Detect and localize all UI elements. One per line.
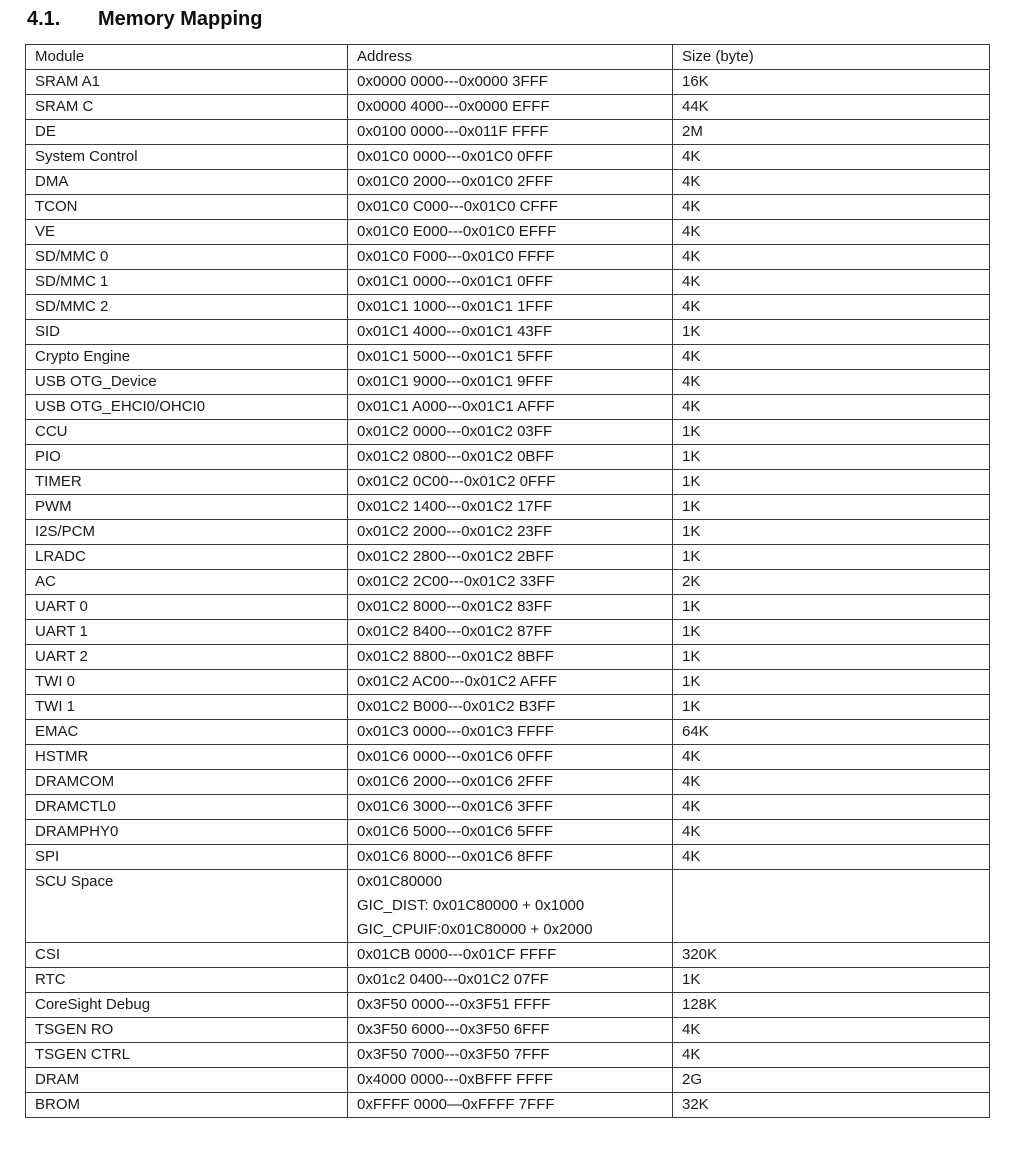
module-cell: AC — [26, 570, 348, 595]
address-line: 0x01C0 E000---0x01C0 EFFF — [357, 223, 557, 240]
header-row — [26, 45, 990, 70]
address-cell — [348, 820, 673, 845]
table-row — [26, 770, 990, 795]
address-line: 0x01C80000 — [357, 873, 443, 890]
address-cell — [348, 370, 673, 395]
size-cell: 32K — [673, 1093, 990, 1118]
module-cell: SRAM A1 — [26, 70, 348, 95]
address-line: 0x01C2 B000---0x01C2 B3FF — [357, 698, 556, 715]
address-line: 0x01C2 0C00---0x01C2 0FFF — [357, 473, 556, 490]
address-cell — [348, 520, 673, 545]
size-cell: 1K — [673, 545, 990, 570]
address-cell — [348, 420, 673, 445]
address-cell — [348, 870, 673, 943]
module-cell: UART 2 — [26, 645, 348, 670]
address-line: 0x01C2 2800---0x01C2 2BFF — [357, 548, 554, 565]
table-row — [26, 70, 990, 95]
module-cell: SPI — [26, 845, 348, 870]
module-cell: DRAMCTL0 — [26, 795, 348, 820]
size-cell: 320K — [673, 943, 990, 968]
size-cell: 1K — [673, 320, 990, 345]
module-cell: DE — [26, 120, 348, 145]
address-cell — [348, 1068, 673, 1093]
address-line: 0xFFFF 0000—0xFFFF 7FFF — [357, 1096, 555, 1113]
size-cell: 4K — [673, 170, 990, 195]
address-line: 0x01C6 2000---0x01C6 2FFF — [357, 773, 553, 790]
module-cell: DRAMPHY0 — [26, 820, 348, 845]
size-cell: 128K — [673, 993, 990, 1018]
address-line: 0x0100 0000---0x011F FFFF — [357, 123, 549, 140]
address-cell — [348, 220, 673, 245]
table-row — [26, 145, 990, 170]
size-cell — [673, 870, 990, 943]
module-cell: SD/MMC 2 — [26, 295, 348, 320]
table-row — [26, 993, 990, 1018]
size-cell: 64K — [673, 720, 990, 745]
module-cell: HSTMR — [26, 745, 348, 770]
address-line: 0x01C2 0000---0x01C2 03FF — [357, 423, 553, 440]
address-cell — [348, 445, 673, 470]
address-cell — [348, 195, 673, 220]
address-cell — [348, 695, 673, 720]
size-cell: 1K — [673, 520, 990, 545]
address-line: 0x01CB 0000---0x01CF FFFF — [357, 946, 557, 963]
size-cell: 4K — [673, 1043, 990, 1068]
address-cell — [348, 345, 673, 370]
address-cell — [348, 845, 673, 870]
size-cell: 4K — [673, 220, 990, 245]
size-cell: 1K — [673, 620, 990, 645]
address-cell — [348, 993, 673, 1018]
size-cell: 1K — [673, 495, 990, 520]
address-line: 0x01C2 8000---0x01C2 83FF — [357, 598, 553, 615]
size-cell: 4K — [673, 295, 990, 320]
address-line: 0x0000 0000---0x0000 3FFF — [357, 73, 548, 90]
module-cell: SD/MMC 1 — [26, 270, 348, 295]
table-row — [26, 120, 990, 145]
size-cell: 4K — [673, 245, 990, 270]
memory-mapping-table — [25, 44, 990, 1118]
address-cell — [348, 320, 673, 345]
table-row — [26, 1043, 990, 1068]
address-cell — [348, 295, 673, 320]
column-header: Address — [348, 45, 673, 70]
size-cell: 1K — [673, 968, 990, 993]
column-header: Module — [26, 45, 348, 70]
module-cell: DRAM — [26, 1068, 348, 1093]
size-cell: 4K — [673, 195, 990, 220]
address-cell — [348, 395, 673, 420]
address-cell — [348, 645, 673, 670]
table-row — [26, 820, 990, 845]
size-cell: 4K — [673, 745, 990, 770]
module-cell: DMA — [26, 170, 348, 195]
table-row — [26, 270, 990, 295]
module-cell: PWM — [26, 495, 348, 520]
address-line: 0x3F50 6000---0x3F50 6FFF — [357, 1021, 550, 1038]
size-cell: 4K — [673, 270, 990, 295]
address-cell — [348, 70, 673, 95]
size-cell: 4K — [673, 795, 990, 820]
module-cell: PIO — [26, 445, 348, 470]
address-line: 0x3F50 0000---0x3F51 FFFF — [357, 996, 551, 1013]
table-row — [26, 845, 990, 870]
module-cell: SD/MMC 0 — [26, 245, 348, 270]
size-cell: 4K — [673, 1018, 990, 1043]
table-row — [26, 943, 990, 968]
address-cell — [348, 943, 673, 968]
address-cell — [348, 120, 673, 145]
column-header: Size (byte) — [673, 45, 990, 70]
table-row — [26, 968, 990, 993]
address-line: 0x01C2 8400---0x01C2 87FF — [357, 623, 553, 640]
address-cell — [348, 595, 673, 620]
address-line: 0x01C2 AC00---0x01C2 AFFF — [357, 673, 558, 690]
table-row — [26, 445, 990, 470]
address-line: 0x01C3 0000---0x01C3 FFFF — [357, 723, 554, 740]
address-line: 0x4000 0000---0xBFFF FFFF — [357, 1071, 553, 1088]
address-cell — [348, 770, 673, 795]
table-row — [26, 245, 990, 270]
address-cell — [348, 745, 673, 770]
address-cell — [348, 145, 673, 170]
address-line: 0x0000 4000---0x0000 EFFF — [357, 98, 550, 115]
module-cell: DRAMCOM — [26, 770, 348, 795]
module-cell: CoreSight Debug — [26, 993, 348, 1018]
size-cell: 4K — [673, 145, 990, 170]
address-cell — [348, 1043, 673, 1068]
address-line: GIC_CPUIF:0x01C80000 + 0x2000 — [357, 921, 593, 938]
table-row — [26, 1018, 990, 1043]
table-row — [26, 170, 990, 195]
size-cell: 1K — [673, 470, 990, 495]
size-cell: 1K — [673, 645, 990, 670]
address-line: 0x01C1 9000---0x01C1 9FFF — [357, 373, 553, 390]
address-cell — [348, 720, 673, 745]
address-line: 0x01C2 1400---0x01C2 17FF — [357, 498, 553, 515]
address-line: 0x01C0 C000---0x01C0 CFFF — [357, 198, 558, 215]
table-header — [26, 45, 990, 70]
section-number: 4.1. — [27, 8, 61, 30]
address-line: 0x01c2 0400---0x01C2 07FF — [357, 971, 549, 988]
table-body — [26, 70, 990, 1118]
address-cell — [348, 795, 673, 820]
address-cell — [348, 670, 673, 695]
size-cell: 2M — [673, 120, 990, 145]
address-line: 0x01C6 3000---0x01C6 3FFF — [357, 798, 553, 815]
table-row — [26, 345, 990, 370]
table-row — [26, 870, 990, 943]
module-cell: UART 1 — [26, 620, 348, 645]
address-line: 0x01C2 2000---0x01C2 23FF — [357, 523, 553, 540]
address-cell — [348, 170, 673, 195]
module-cell: UART 0 — [26, 595, 348, 620]
size-cell: 1K — [673, 670, 990, 695]
table-row — [26, 320, 990, 345]
module-cell: System Control — [26, 145, 348, 170]
table-row — [26, 95, 990, 120]
address-cell — [348, 545, 673, 570]
address-cell — [348, 1093, 673, 1118]
module-cell: BROM — [26, 1093, 348, 1118]
table-row — [26, 570, 990, 595]
address-line: 0x01C6 5000---0x01C6 5FFF — [357, 823, 553, 840]
address-line: 0x01C2 0800---0x01C2 0BFF — [357, 448, 554, 465]
size-cell: 4K — [673, 845, 990, 870]
size-cell: 44K — [673, 95, 990, 120]
address-cell — [348, 570, 673, 595]
table-row — [26, 470, 990, 495]
module-cell: TWI 0 — [26, 670, 348, 695]
table-row — [26, 595, 990, 620]
size-cell: 1K — [673, 445, 990, 470]
address-line: 0x01C0 F000---0x01C0 FFFF — [357, 248, 555, 265]
module-cell: EMAC — [26, 720, 348, 745]
size-cell: 1K — [673, 420, 990, 445]
address-line: 0x01C6 0000---0x01C6 0FFF — [357, 748, 553, 765]
module-cell: CSI — [26, 943, 348, 968]
module-cell: Crypto Engine — [26, 345, 348, 370]
module-cell: VE — [26, 220, 348, 245]
address-cell — [348, 470, 673, 495]
table-row — [26, 670, 990, 695]
module-cell: CCU — [26, 420, 348, 445]
address-line: 0x01C0 2000---0x01C0 2FFF — [357, 173, 553, 190]
address-line: 0x01C1 A000---0x01C1 AFFF — [357, 398, 555, 415]
table-row — [26, 695, 990, 720]
table-row — [26, 195, 990, 220]
table-row — [26, 520, 990, 545]
address-line: 0x01C1 1000---0x01C1 1FFF — [357, 298, 553, 315]
size-cell: 2G — [673, 1068, 990, 1093]
table-row — [26, 1093, 990, 1118]
size-cell: 4K — [673, 770, 990, 795]
table-row — [26, 495, 990, 520]
size-cell: 1K — [673, 695, 990, 720]
table-row — [26, 745, 990, 770]
table-row — [26, 645, 990, 670]
size-cell: 2K — [673, 570, 990, 595]
module-cell: TIMER — [26, 470, 348, 495]
address-cell — [348, 968, 673, 993]
size-cell: 4K — [673, 370, 990, 395]
size-cell: 4K — [673, 395, 990, 420]
module-cell: LRADC — [26, 545, 348, 570]
section-title: Memory Mapping — [98, 8, 263, 30]
module-cell: SID — [26, 320, 348, 345]
table-row — [26, 370, 990, 395]
address-line: 0x01C6 8000---0x01C6 8FFF — [357, 848, 553, 865]
table-row — [26, 720, 990, 745]
size-cell: 4K — [673, 820, 990, 845]
address-cell — [348, 620, 673, 645]
address-line: 0x01C2 2C00---0x01C2 33FF — [357, 573, 555, 590]
address-line: 0x3F50 7000---0x3F50 7FFF — [357, 1046, 550, 1063]
address-line: 0x01C0 0000---0x01C0 0FFF — [357, 148, 553, 165]
table-row — [26, 420, 990, 445]
module-cell: TSGEN CTRL — [26, 1043, 348, 1068]
table-row — [26, 295, 990, 320]
section-heading — [0, 0, 1020, 32]
module-cell: USB OTG_EHCI0/OHCI0 — [26, 395, 348, 420]
size-cell: 1K — [673, 595, 990, 620]
address-cell — [348, 245, 673, 270]
module-cell: SCU Space — [26, 870, 348, 943]
module-cell: USB OTG_Device — [26, 370, 348, 395]
table-row — [26, 1068, 990, 1093]
table-row — [26, 545, 990, 570]
module-cell: TWI 1 — [26, 695, 348, 720]
address-cell — [348, 270, 673, 295]
table-row — [26, 220, 990, 245]
address-cell — [348, 95, 673, 120]
table-row — [26, 795, 990, 820]
address-line: GIC_DIST: 0x01C80000 + 0x1000 — [357, 897, 585, 914]
module-cell: SRAM C — [26, 95, 348, 120]
address-cell — [348, 1018, 673, 1043]
table-row — [26, 620, 990, 645]
size-cell: 4K — [673, 345, 990, 370]
module-cell: TCON — [26, 195, 348, 220]
address-cell — [348, 495, 673, 520]
module-cell: RTC — [26, 968, 348, 993]
size-cell: 16K — [673, 70, 990, 95]
address-line: 0x01C1 4000---0x01C1 43FF — [357, 323, 553, 340]
module-cell: TSGEN RO — [26, 1018, 348, 1043]
address-line: 0x01C1 0000---0x01C1 0FFF — [357, 273, 553, 290]
address-line: 0x01C2 8800---0x01C2 8BFF — [357, 648, 554, 665]
module-cell: I2S/PCM — [26, 520, 348, 545]
table-row — [26, 395, 990, 420]
address-line: 0x01C1 5000---0x01C1 5FFF — [357, 348, 553, 365]
